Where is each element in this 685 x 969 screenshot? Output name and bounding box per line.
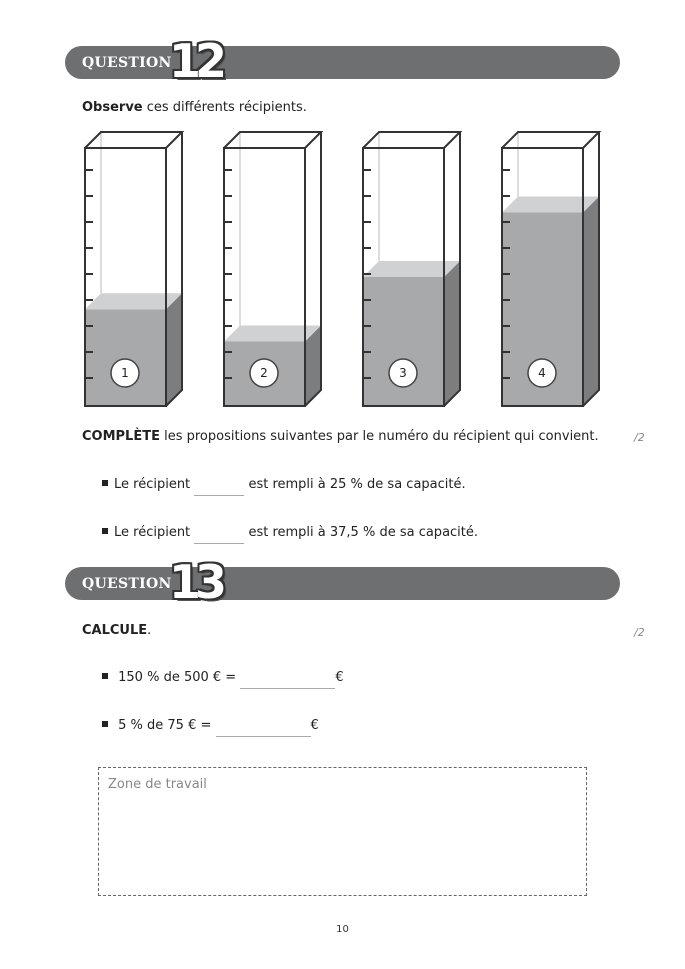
calculation-2-unit: € — [310, 718, 319, 733]
calcule-instruction — [82, 623, 151, 638]
liquid-surface — [85, 293, 182, 309]
score-q13: /2 — [634, 626, 645, 639]
bullet-square — [102, 528, 108, 534]
proposition-2-after: est rempli à 37,5 % de sa capacité. — [248, 525, 479, 540]
question-label: QUESTION — [82, 55, 172, 71]
bullet-square — [102, 673, 108, 679]
proposition-1-before: Le récipient — [114, 477, 191, 492]
calculation-1-before: 150 % de 500 € = — [118, 670, 237, 685]
calcule-rest: . — [147, 623, 152, 638]
calculation-blank-2[interactable] — [216, 721, 311, 737]
calcule-bold: CALCULE — [82, 623, 148, 638]
bullet-square — [102, 480, 108, 486]
work-zone[interactable] — [98, 767, 587, 896]
page-number: 10 — [336, 924, 349, 935]
container-label: 1 — [121, 366, 129, 380]
complete-instruction — [82, 429, 599, 444]
complete-rest: les propositions suivantes par le numéro du récipient qui convient. — [159, 429, 599, 444]
proposition-1-after: est rempli à 25 % de sa capacité. — [248, 477, 466, 492]
question-number: 13 — [169, 555, 222, 609]
liquid-side — [583, 197, 599, 407]
calculation-blank-1[interactable] — [240, 673, 335, 689]
liquid-surface — [363, 261, 460, 277]
observe-bold: Observe — [82, 100, 143, 115]
calculation-2-before: 5 % de 75 € = — [118, 718, 212, 733]
liquid-side — [444, 261, 460, 406]
container-label: 3 — [399, 366, 407, 380]
observe-rest: ces différents récipients. — [142, 100, 307, 115]
question-13-banner — [65, 555, 620, 609]
question-label: QUESTION — [82, 576, 172, 592]
calculation-1 — [102, 670, 344, 689]
liquid-front — [85, 309, 166, 406]
liquid-surface — [502, 197, 599, 213]
container-top-rim — [363, 132, 460, 148]
proposition-2 — [102, 525, 478, 544]
question-number: 12 — [169, 34, 222, 88]
work-zone-label: Zone de travail — [108, 777, 207, 792]
container-top-rim — [85, 132, 182, 148]
answer-blank-2[interactable] — [194, 528, 244, 544]
container-label: 4 — [538, 366, 546, 380]
complete-bold: COMPLÈTE — [82, 429, 160, 444]
bullet-square — [102, 721, 108, 727]
score-q12: /2 — [634, 431, 645, 444]
calculation-2 — [102, 718, 319, 737]
liquid-side — [166, 293, 182, 406]
container-label: 2 — [260, 366, 268, 380]
proposition-2-before: Le récipient — [114, 525, 191, 540]
calculation-1-unit: € — [335, 670, 344, 685]
container-top-rim — [224, 132, 321, 148]
answer-blank-1[interactable] — [194, 480, 244, 496]
liquid-surface — [224, 326, 321, 342]
container-top-rim — [502, 132, 599, 148]
proposition-1 — [102, 477, 466, 496]
